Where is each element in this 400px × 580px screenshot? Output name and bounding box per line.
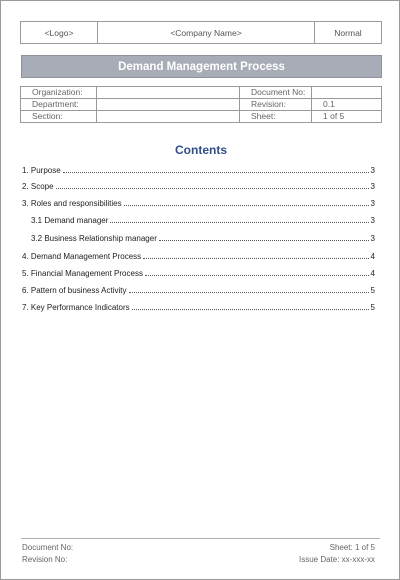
section-value [97, 111, 240, 123]
document-header [20, 21, 382, 44]
company-name: <Company Name> [98, 22, 315, 44]
toc-subitem[interactable] [31, 233, 375, 245]
logo-placeholder: <Logo> [21, 22, 98, 44]
toc-item-label: 3.1 Demand manager [31, 216, 109, 225]
toc-item-page: 5 [370, 286, 375, 295]
contents-heading: Contents [175, 143, 227, 157]
sheet-value: 1 of 5 [312, 111, 382, 123]
toc-item-label: 1. Purpose [22, 166, 61, 175]
toc-item-label: 3.2 Business Relationship manager [31, 234, 157, 243]
toc-subitem[interactable] [31, 215, 375, 227]
revision-value: 0.1 [312, 99, 382, 111]
toc-item[interactable] [22, 198, 375, 210]
toc-item-page: 3 [370, 166, 375, 175]
classification: Normal [315, 22, 382, 44]
toc-item[interactable] [22, 302, 375, 314]
toc-item-page: 4 [370, 252, 375, 261]
footer-sheet: Sheet: 1 of 5 [329, 543, 375, 552]
toc-item-page: 3 [370, 234, 375, 243]
document-meta-table [20, 86, 382, 123]
toc-leader-dots [145, 268, 369, 276]
toc-item-label: 4. Demand Management Process [22, 252, 142, 261]
revision-label: Revision: [240, 99, 312, 111]
document-no-value [312, 87, 382, 99]
footer-divider [21, 538, 380, 539]
toc-leader-dots [63, 165, 369, 173]
sheet-label: Sheet: [240, 111, 312, 123]
toc-item-label: 5. Financial Management Process [22, 269, 143, 278]
toc-leader-dots [132, 302, 369, 310]
section-label: Section: [21, 111, 97, 123]
document-title: Demand Management Process [21, 55, 382, 78]
footer-revision-no: Revision No: [22, 555, 68, 564]
toc-item-page: 4 [370, 269, 375, 278]
toc-leader-dots [159, 233, 369, 241]
toc-item-page: 5 [370, 303, 375, 312]
toc-item-label: 3. Roles and responsibilities [22, 199, 122, 208]
toc-leader-dots [124, 198, 369, 206]
toc-item[interactable] [22, 285, 375, 297]
toc-item-page: 3 [370, 182, 375, 191]
toc-leader-dots [143, 251, 368, 259]
toc-item-page: 3 [370, 199, 375, 208]
toc-leader-dots [110, 215, 368, 223]
document-no-label: Document No: [240, 87, 312, 99]
toc-item-page: 3 [370, 216, 375, 225]
toc-leader-dots [56, 181, 369, 189]
toc-item-label: 7. Key Performance Indicators [22, 303, 130, 312]
toc-item[interactable] [22, 251, 375, 263]
footer-document-no: Document No: [22, 543, 74, 552]
toc-leader-dots [129, 285, 369, 293]
toc-item[interactable] [22, 268, 375, 280]
toc-item[interactable] [22, 181, 375, 193]
toc-item-label: 2. Scope [22, 182, 54, 191]
department-value [97, 99, 240, 111]
organization-value [97, 87, 240, 99]
organization-label: Organization: [21, 87, 97, 99]
toc-item[interactable] [22, 165, 375, 177]
department-label: Department: [21, 99, 97, 111]
footer-issue-date: Issue Date: xx-xxx-xx [298, 555, 375, 564]
toc-item-label: 6. Pattern of business Activity [22, 286, 127, 295]
